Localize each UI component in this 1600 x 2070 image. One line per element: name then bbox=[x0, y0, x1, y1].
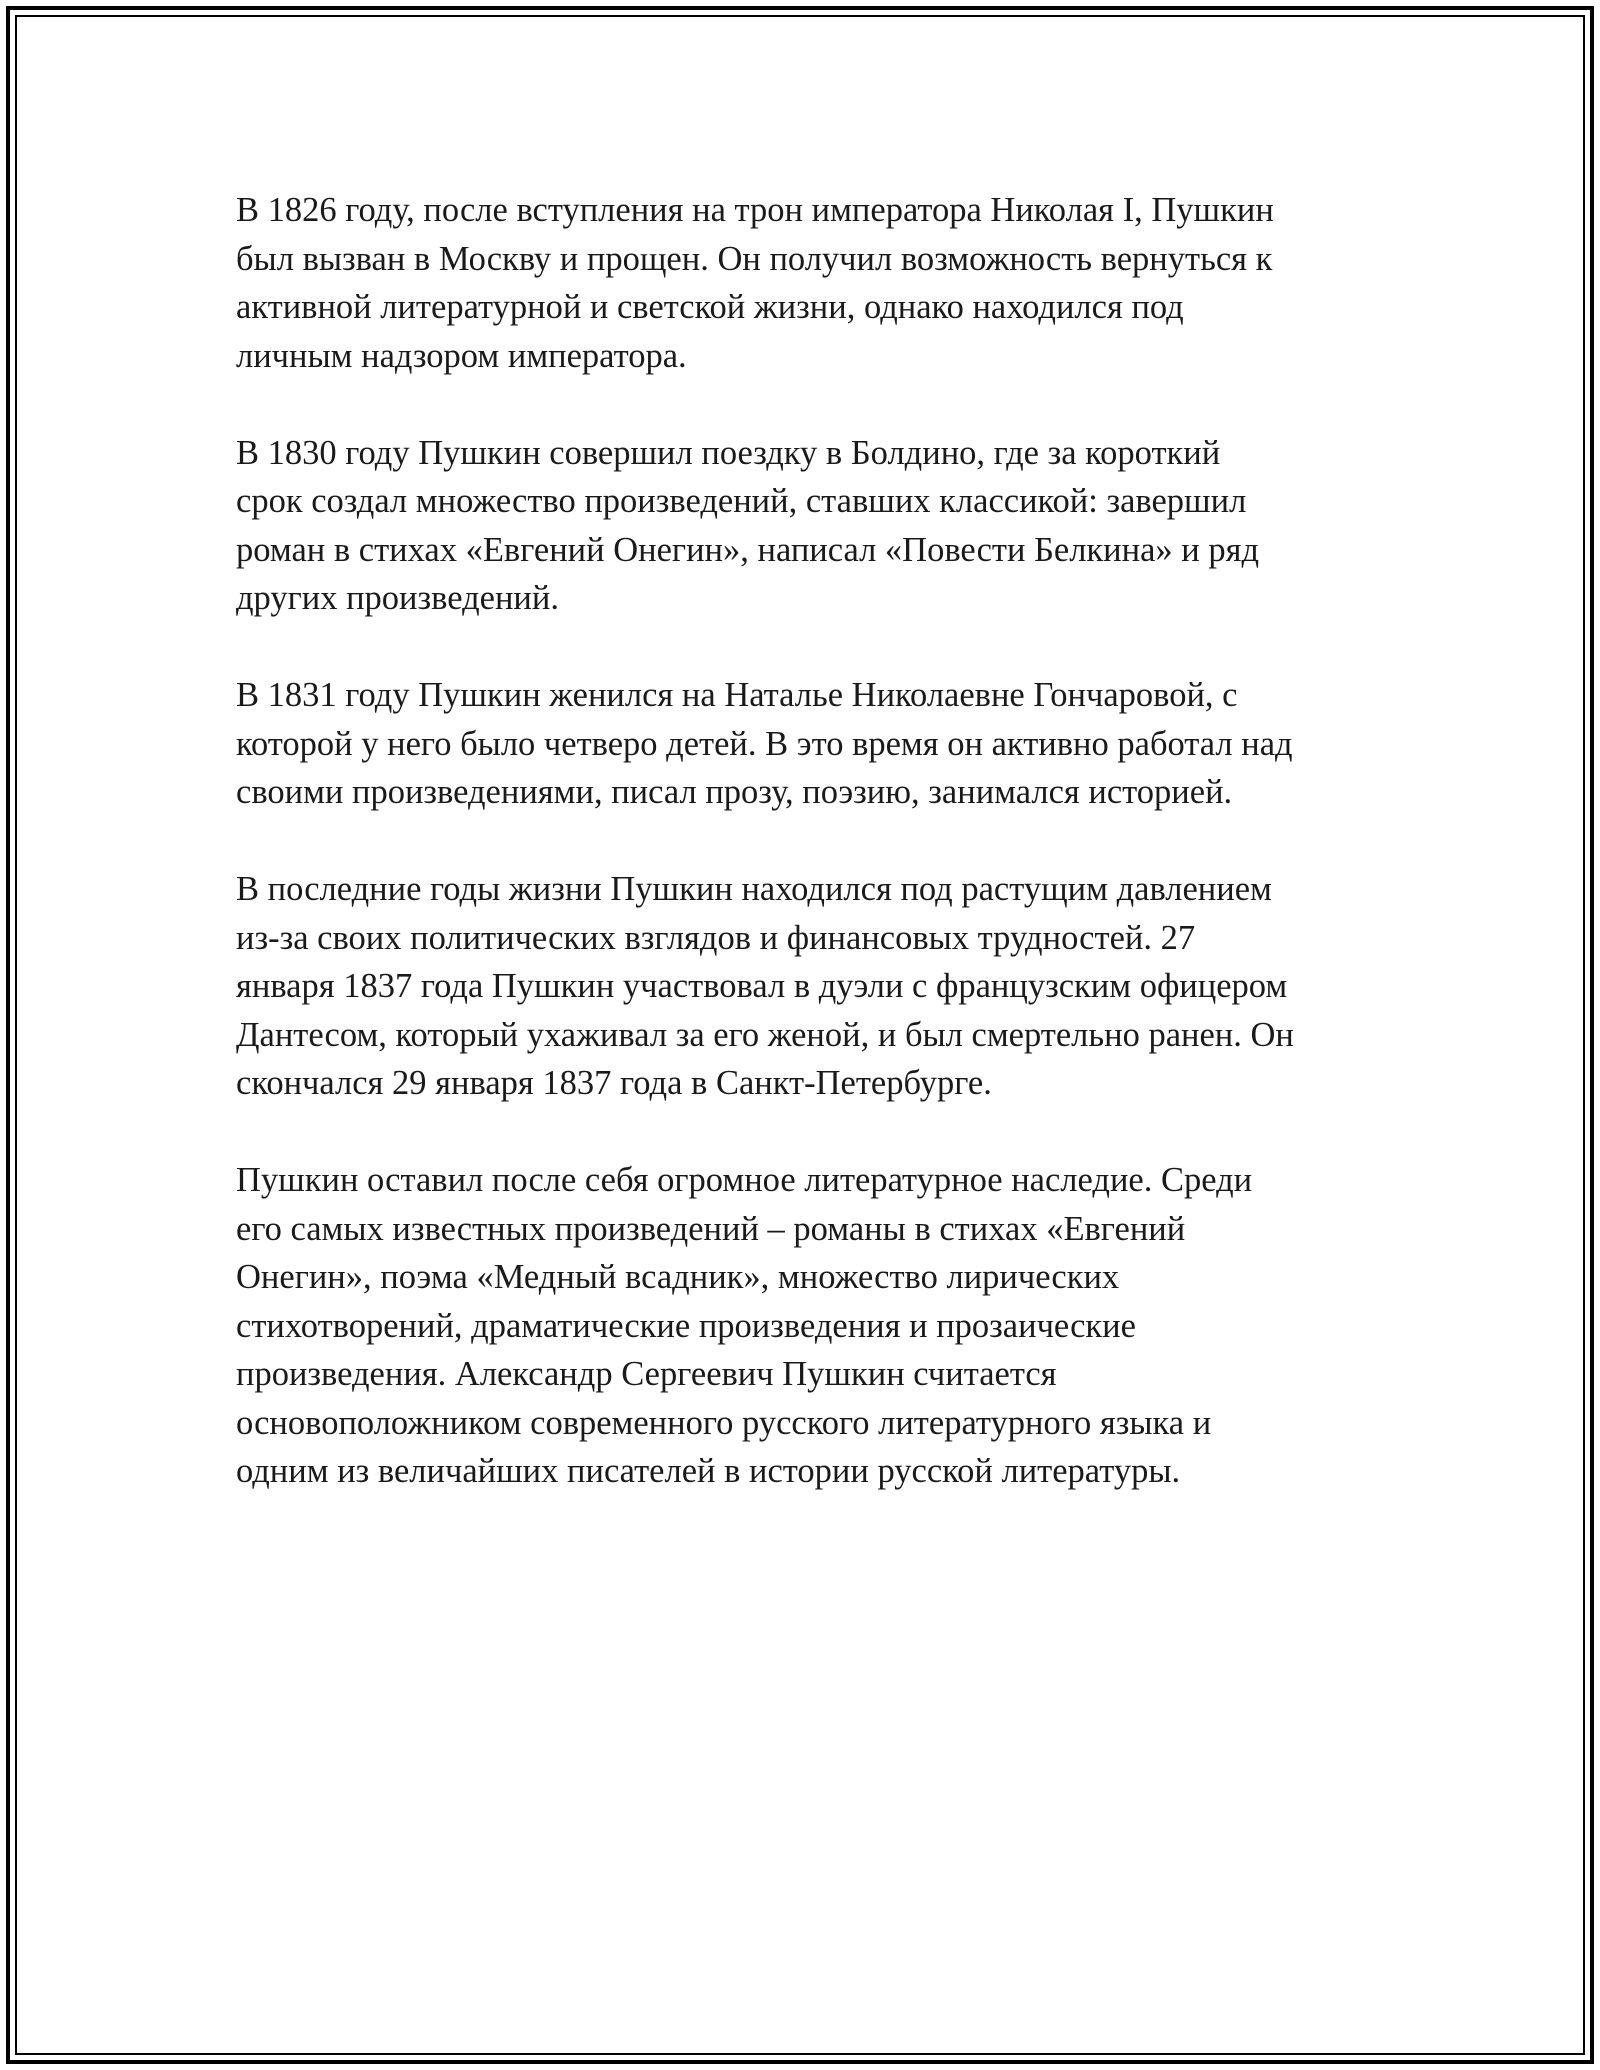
paragraph-5 bbox=[236, 1156, 1376, 1496]
text-line: других произведений. bbox=[236, 579, 559, 617]
text-line: активной литературной и светской жизни, однако находился под bbox=[236, 288, 1184, 326]
text-line: стихотворений, драматические произведения и прозаические bbox=[236, 1306, 1136, 1345]
text-line: был вызван в Москву и прощен. Он получил возможность вернуться к bbox=[236, 239, 1273, 278]
text-line: В 1831 году Пушкин женился на Наталье Николаевне Гончаровой, с bbox=[236, 676, 1238, 714]
text-line: которой у него было четверо детей. В это время он активно работал над bbox=[236, 724, 1293, 763]
text-line: скончался 29 января 1837 года в Санкт-Петербурге. bbox=[236, 1064, 992, 1102]
text-line: В последние годы жизни Пушкин находился под растущим давлением bbox=[236, 870, 1272, 908]
document-body bbox=[236, 186, 1376, 1544]
text-line: одним из величайших писателей в истории русской литературы. bbox=[236, 1452, 1181, 1490]
text-line: срок создал множество произведений, ставших классикой: завершил bbox=[236, 482, 1247, 520]
text-line: личным надзором императора. bbox=[236, 336, 687, 375]
text-line: роман в стихах «Евгений Онегин», написал «Повести Белкина» и ряд bbox=[236, 530, 1260, 569]
text-line: В 1826 году, после вступления на трон императора Николая I, Пушкин bbox=[236, 191, 1274, 229]
paragraph-4 bbox=[236, 865, 1376, 1108]
text-line: произведения. Александр Сергеевич Пушкин считается bbox=[236, 1355, 1057, 1393]
paragraph-1 bbox=[236, 186, 1376, 380]
text-line: Пушкин оставил после себя огромное литературное наследие. Среди bbox=[236, 1161, 1253, 1199]
text-line: из-за своих политических взглядов и финансовых трудностей. 27 bbox=[236, 918, 1196, 957]
text-line: основоположником современного русского литературного языка и bbox=[236, 1403, 1212, 1442]
text-line: января 1837 года Пушкин участвовал в дуэли с французским офицером bbox=[236, 967, 1288, 1005]
text-line: своими произведениями, писал прозу, поэзию, занимался историей. bbox=[236, 773, 1233, 811]
text-line: В 1830 году Пушкин совершил поездку в Болдино, где за короткий bbox=[236, 433, 1221, 472]
paragraph-2 bbox=[236, 429, 1376, 623]
text-line: Онегин», поэма «Медный всадник», множество лирических bbox=[236, 1258, 1120, 1296]
text-line: его самых известных произведений – романы в стихах «Евгений bbox=[236, 1209, 1186, 1248]
text-line: Дантесом, который ухаживал за его женой, и был смертельно ранен. Он bbox=[236, 1015, 1294, 1054]
paragraph-3 bbox=[236, 671, 1376, 817]
